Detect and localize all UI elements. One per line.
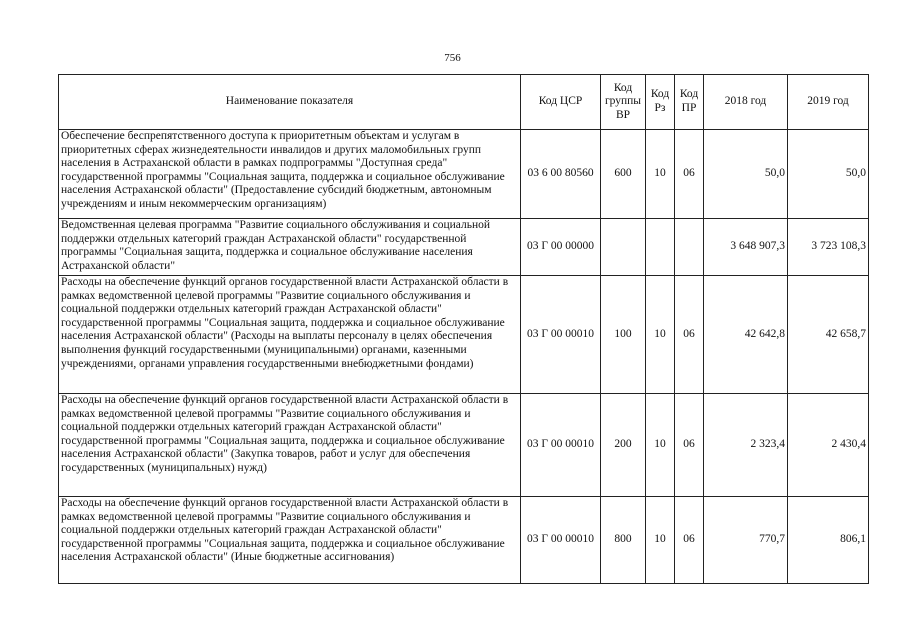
cell-name: Расходы на обеспечение функций органов государственной власти Астраханской области в рамках ведомственной целевой программы "Развитие социального обслуживания и социальной поддержки отдельных категорий граждан Астраханской области" государственной программы "Социальная защита, поддержка и социальное обслуживание населения Астраханской области" (Закупка товаров, работ и услуг для обеспечения государственных (муниципальных) нужд) bbox=[59, 394, 521, 497]
cell-2019: 3 723 108,3 bbox=[788, 219, 869, 276]
cell-csr: 03 Г 00 00010 bbox=[521, 276, 601, 394]
header-row bbox=[59, 75, 869, 130]
cell-pr: 06 bbox=[675, 276, 704, 394]
cell-rz: 10 bbox=[646, 276, 675, 394]
cell-rz: 10 bbox=[646, 394, 675, 497]
table-body bbox=[59, 130, 869, 584]
table-header bbox=[59, 75, 869, 130]
header-pr: Код ПР bbox=[675, 75, 704, 130]
cell-name: Ведомственная целевая программа "Развитие социального обслуживания и социальной поддержки отдельных категорий граждан Астраханской области" государственной программы "Социальная защита, поддержка и социальное обслуживание населения Астраханской области" bbox=[59, 219, 521, 276]
cell-vr: 100 bbox=[601, 276, 646, 394]
cell-vr: 800 bbox=[601, 497, 646, 584]
cell-rz: 10 bbox=[646, 497, 675, 584]
table-row bbox=[59, 276, 869, 394]
table-row bbox=[59, 130, 869, 219]
cell-csr: 03 6 00 80560 bbox=[521, 130, 601, 219]
header-2019: 2019 год bbox=[788, 75, 869, 130]
budget-table bbox=[58, 74, 869, 584]
cell-csr: 03 Г 00 00000 bbox=[521, 219, 601, 276]
cell-2019: 50,0 bbox=[788, 130, 869, 219]
cell-pr: 06 bbox=[675, 130, 704, 219]
cell-2018: 42 642,8 bbox=[704, 276, 788, 394]
header-csr: Код ЦСР bbox=[521, 75, 601, 130]
cell-2018: 2 323,4 bbox=[704, 394, 788, 497]
header-rz: Код Рз bbox=[646, 75, 675, 130]
cell-2018: 770,7 bbox=[704, 497, 788, 584]
cell-name: Обеспечение беспрепятственного доступа к приоритетным объектам и услугам в приоритетных сферах жизнедеятельности инвалидов и других маломобильных групп населения в Астраханской области в рамках подпрограммы "Доступная среда" государственной программы "Социальная защита, поддержка и социальное обслуживание населения Астраханской области" (Предоставление субсидий бюджетным, автономным учреждениям и иным некоммерческим организациям) bbox=[59, 130, 521, 219]
table-row bbox=[59, 497, 869, 584]
cell-2018: 3 648 907,3 bbox=[704, 219, 788, 276]
page-number: 756 bbox=[444, 52, 461, 64]
cell-vr bbox=[601, 219, 646, 276]
cell-2019: 2 430,4 bbox=[788, 394, 869, 497]
cell-vr: 200 bbox=[601, 394, 646, 497]
cell-rz: 10 bbox=[646, 130, 675, 219]
cell-pr: 06 bbox=[675, 394, 704, 497]
header-2018: 2018 год bbox=[704, 75, 788, 130]
cell-csr: 03 Г 00 00010 bbox=[521, 394, 601, 497]
cell-pr bbox=[675, 219, 704, 276]
header-name: Наименование показателя bbox=[59, 75, 521, 130]
cell-rz bbox=[646, 219, 675, 276]
cell-vr: 600 bbox=[601, 130, 646, 219]
cell-pr: 06 bbox=[675, 497, 704, 584]
table-row bbox=[59, 394, 869, 497]
table-row bbox=[59, 219, 869, 276]
header-vr: Код группы ВР bbox=[601, 75, 646, 130]
cell-csr: 03 Г 00 00010 bbox=[521, 497, 601, 584]
cell-name: Расходы на обеспечение функций органов государственной власти Астраханской области в рамках ведомственной целевой программы "Развитие социального обслуживания и социальной поддержки отдельных категорий граждан Астраханской области" государственной программы "Социальная защита, поддержка и социальное обслуживание населения Астраханской области" (Расходы на выплаты персоналу в целях обеспечения выполнения функций государственными (муниципальными) органами, казенными учреждениями, органами управления государственными внебюджетными фондами) bbox=[59, 276, 521, 394]
cell-name: Расходы на обеспечение функций органов государственной власти Астраханской области в рамках ведомственной целевой программы "Развитие социального обслуживания и социальной поддержки отдельных категорий граждан Астраханской области" государственной программы "Социальная защита, поддержка и социальное обслуживание населения Астраханской области" (Иные бюджетные ассигнования) bbox=[59, 497, 521, 584]
cell-2019: 42 658,7 bbox=[788, 276, 869, 394]
cell-2019: 806,1 bbox=[788, 497, 869, 584]
cell-2018: 50,0 bbox=[704, 130, 788, 219]
